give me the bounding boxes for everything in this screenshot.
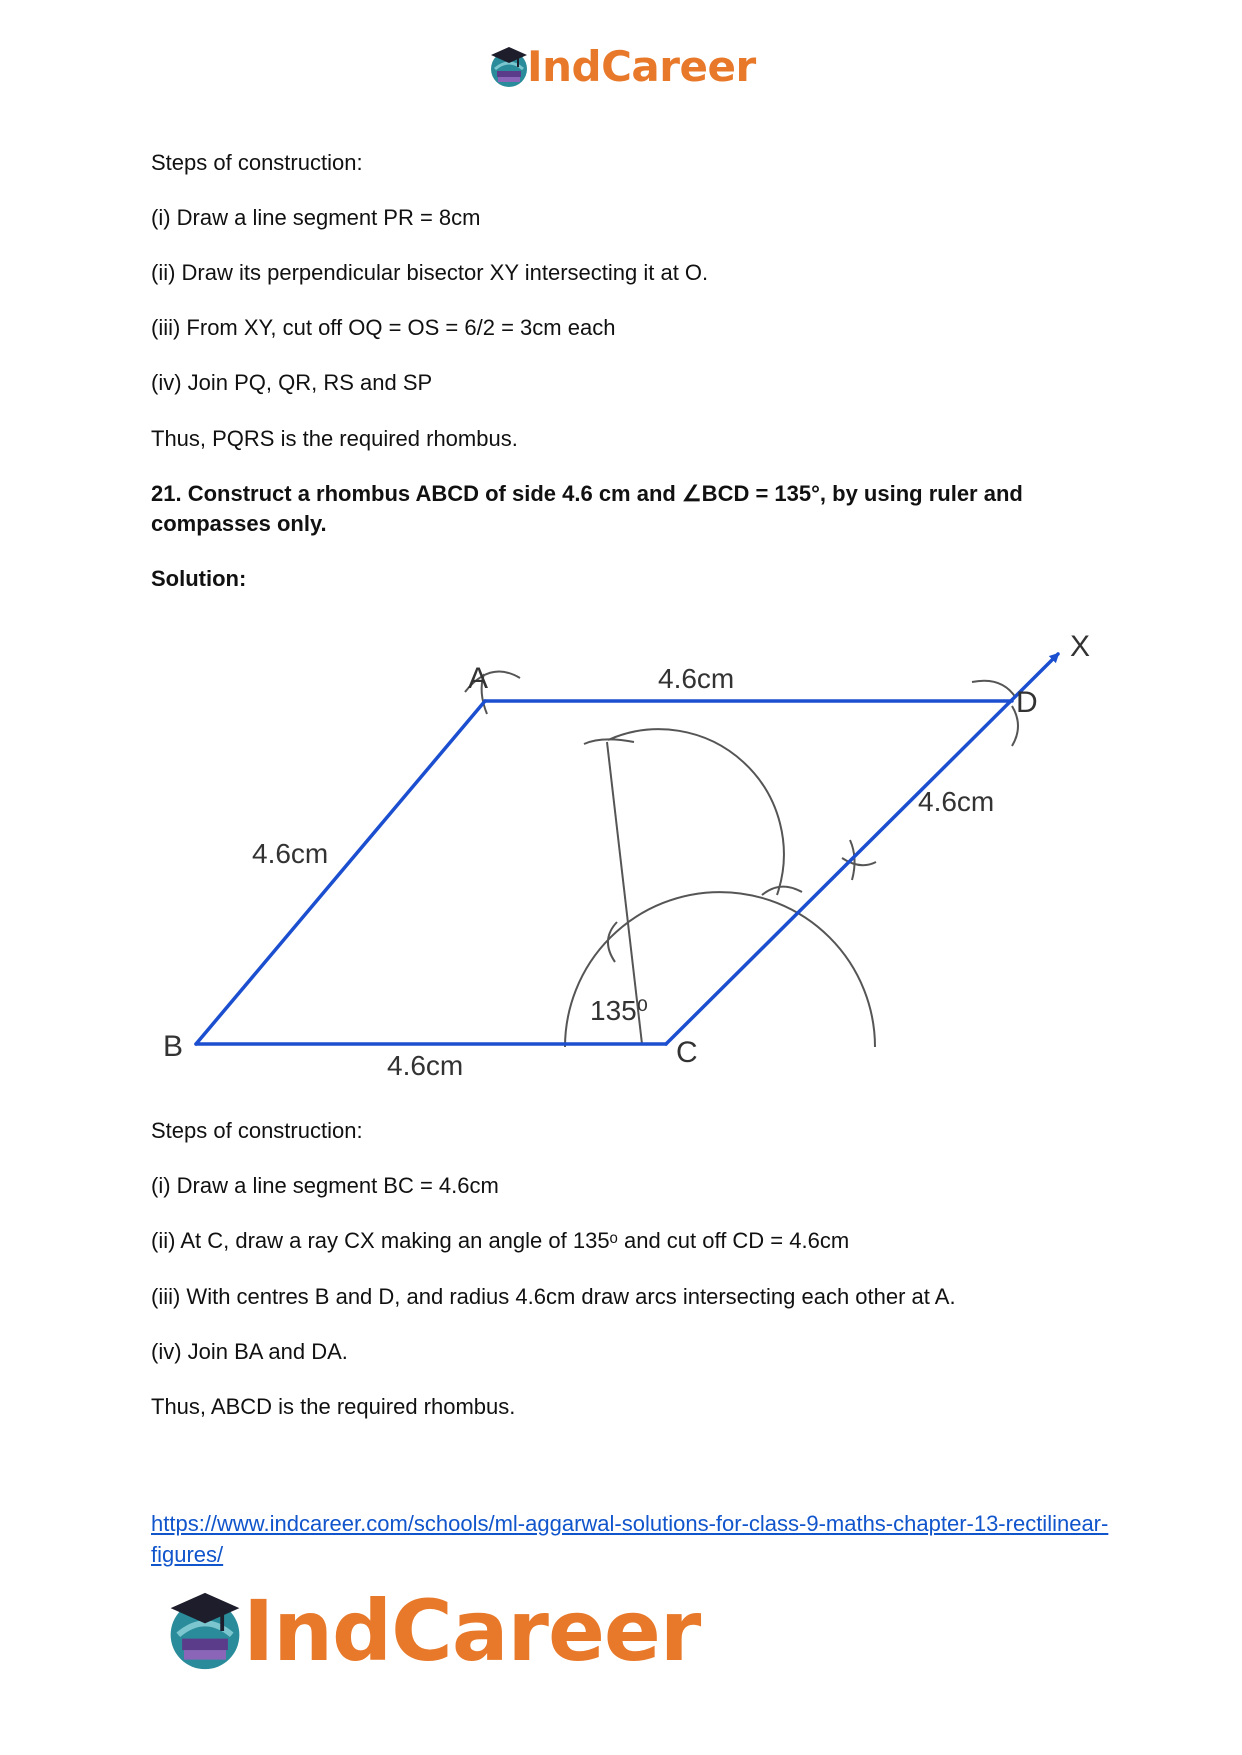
brand-wordmark: IndCareer — [527, 42, 756, 91]
steps-heading-2: Steps of construction: — [151, 1118, 363, 1143]
step-1-1: (i) Draw a line segment PR = 8cm — [151, 205, 481, 230]
conclusion-1: Thus, PQRS is the required rhombus. — [151, 426, 518, 451]
label-a: A — [468, 662, 489, 695]
label-side-ab: 4.6cm — [252, 838, 329, 869]
arc-bisect — [608, 729, 784, 895]
brand-wordmark: IndCareer — [243, 1582, 701, 1680]
steps-heading-1: Steps of construction: — [151, 150, 363, 175]
arc-mark-d1 — [972, 681, 1016, 698]
arc-mark-top — [584, 739, 634, 744]
arc-mark-right — [762, 887, 802, 895]
step-1-4: (iv) Join PQ, QR, RS and SP — [151, 370, 433, 395]
solution-label: Solution: — [151, 566, 247, 591]
step-2-2: (ii) At C, draw a ray CX making an angle of 135ᵒ and cut off CD = 4.6cm — [151, 1228, 850, 1253]
step-1-3: (iii) From XY, cut off OQ = OS = 6/2 = 3cm each — [151, 315, 616, 340]
brand-logo-top[interactable] — [487, 42, 767, 92]
graduation-cap-books-globe-icon — [163, 1589, 247, 1673]
source-url-link[interactable]: https://www.indcareer.com/schools/ml-aggarwal-solutions-for-class-9-maths-chapter-13-rectilinear-figures/ — [151, 1511, 1109, 1567]
label-x: X — [1070, 630, 1091, 663]
brand-logo-bottom[interactable] — [163, 1582, 723, 1680]
label-side-bc: 4.6cm — [387, 1050, 464, 1081]
label-c: C — [676, 1036, 698, 1069]
label-b: B — [163, 1030, 184, 1063]
label-angle: 135⁰ — [590, 995, 648, 1026]
graduation-cap-books-globe-icon — [487, 45, 531, 89]
rhombus-construction-figure — [0, 610, 1242, 1090]
label-side-cd: 4.6cm — [918, 786, 995, 817]
step-2-1: (i) Draw a line segment BC = 4.6cm — [151, 1173, 499, 1198]
question-line-2: compasses only. — [151, 511, 327, 536]
step-2-4: (iv) Join BA and DA. — [151, 1339, 348, 1364]
label-side-ad: 4.6cm — [658, 663, 735, 694]
arc-mark-left — [608, 922, 617, 962]
label-d: D — [1016, 686, 1038, 719]
step-2-3: (iii) With centres B and D, and radius 4.6cm draw arcs intersecting each other at A. — [151, 1284, 956, 1309]
step-1-2: (ii) Draw its perpendicular bisector XY intersecting it at O. — [151, 260, 709, 285]
question-line-1: 21. Construct a rhombus ABCD of side 4.6 cm and ∠BCD = 135°, by using ruler and — [151, 481, 1023, 506]
side-ba — [196, 701, 485, 1044]
conclusion-2: Thus, ABCD is the required rhombus. — [151, 1394, 516, 1419]
